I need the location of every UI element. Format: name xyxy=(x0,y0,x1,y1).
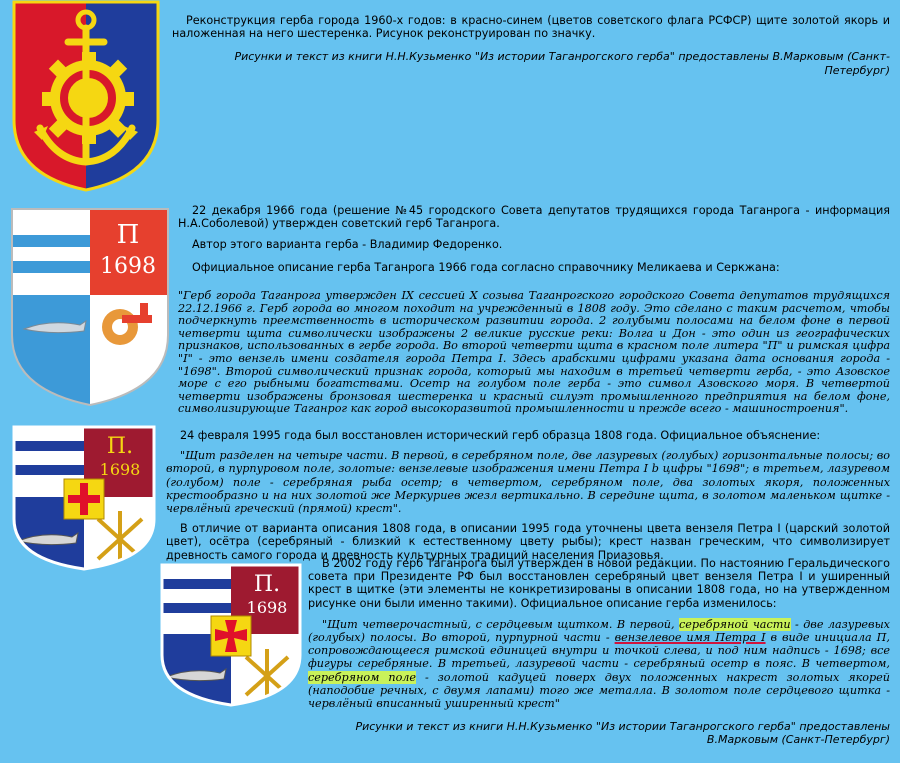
paragraph-1966-official: Официальное описание герба Таганрога 1966 года согласно справочнику Меликаева и Серкжана: xyxy=(192,260,780,274)
paragraph-1966-decision: 22 декабря 1966 года (решение №45 городского Совета депутатов трудящихся города Таганрога - информация Н.А.Соболевой) утвержден советский герб Таганрога. xyxy=(178,204,890,231)
monogram-1995: П. xyxy=(106,434,134,459)
coat-of-arms-1960s xyxy=(12,0,160,192)
paragraph-1966-author: Автор этого варианта герба - Владимир Федоренко. xyxy=(192,238,503,252)
quote-2002-part-a: "Щит четверочастный, с сердцевым щитком. В первой, xyxy=(322,617,680,631)
quote-2002-part-b: - две лазуревых (голубых) полосы. Во второй, пурпурной части - xyxy=(308,617,890,645)
paragraph-1960s: Реконструкция герба города 1960-х годов: в красно-синем (цветов советского флага РСФСР) щите золотой якорь и наложенная на него шестеренка. Рисунок реконструирован по значку. xyxy=(172,14,890,41)
quote-2002-part-d: - золотой кадуцей поверх двух положенных накрест золотых якорей (наподобие речных, с двумя лапами) того же металла. В золотом поле сердцевого щитка - червлёный вписанный уширенный крест" xyxy=(308,670,891,711)
paragraph-2002-intro: В 2002 году герб Таганрога был утвержден в новой редакции. По настоянию Геральдического совета при Президенте РФ был восстановлен серебряный цвет вензеля Петра I и уширенный крест в щитке (эти элементы не конкретизированы в описании 1808 года, но на утвержденном рисунке они были именно такими). Официальное описание герба изменилось: xyxy=(308,557,890,610)
section-1995 xyxy=(166,429,890,562)
paragraph-1995-diff: В отличие от варианта описания 1808 года, в описании 1995 года уточнены цвета вензеля Петра I (царский золотой цвет), осётра (серебряный - близкий к естественному цвету рыбы); крест назван греческим, что символизирует древность самого города и древность культурных традиций населения Приазовья. xyxy=(166,522,890,562)
quote-1995: "Щит разделен на четыре части. В первой, в серебряном поле, две лазуревых (голубых) горизонтальные полосы; во второй, в пурпуровом поле, золотые: вензелевые изображения имени Петра I b цифры "1698"; в третьем, лазуревом (голубом) поле - серебряная рыба осетр; в четвертом, серебряном поле, два золотых якоря, положенных крестообразно и на них золотой же Меркуриев жезл вертикально. В середине щита, в золотом маленьком щитке - червлёный греческий (прямой) крест". xyxy=(166,449,890,516)
source-credit: Рисунки и текст из книги Н.Н.Кузьменко "Из истории Таганрогского герба" предоставлены В.Марковым (Санкт-Петербург) xyxy=(234,50,890,77)
section-1966 xyxy=(178,204,890,274)
paragraph-1995-intro: 24 февраля 1995 года был восстановлен исторический герб образца 1808 года. Официальное объяснение: xyxy=(180,429,821,442)
year-1966: 1698 xyxy=(100,254,156,279)
quote-1966 xyxy=(10,290,890,416)
monogram-2002: П. xyxy=(253,572,281,597)
section-2002 xyxy=(308,557,890,747)
year-2002: 1698 xyxy=(246,598,288,617)
quote-1966-text: "Герб города Таганрога утвержден IX сессией X созыва Таганрогского городского Совета депутатов трудящихся 22.12.1966 г. Герб города во многом походит на учрежденный в 1808 году. Это сделано с таким расчетом, чтобы подчеркнуть преемственность в историческом развитии города. 2 голубыми полосами на белом фоне в первой четверти щита символически изображены 2 великие русские реки: Волга и Дон - это один из географических признаков, использованных в гербе города. Во второй четверти щита в красном поле литера "П" и римская цифра "I" - это вензель имени создателя города Петра I. Здесь арабскими цифрами указана дата основания города - "1698". Второй символический признак города, который мы находим в третьей четверти герба, - это Азовское море с его рыбными богатствами. Осетр на голубом поле герба - это символ Азовского моря. В четвертой четверти изображены бронзовая шестеренка и красный силуэт промышленного предприятия на белом фоне, символизирующие Таганрог как город высокоразвитой промышленности и прежде всего - машиностроения". xyxy=(178,289,890,416)
highlight-silver-field: серебряном поле xyxy=(308,670,417,684)
coat-of-arms-2002 xyxy=(158,561,304,707)
coat-of-arms-1995 xyxy=(10,423,158,571)
monogram-1966: П xyxy=(116,220,140,250)
source-credit-2: Рисунки и текст из книги Н.Н.Кузьменко "Из истории Таганрогского герба" предоставлены В.Марковым (Санкт-Петербург) xyxy=(355,720,890,747)
year-1995: 1698 xyxy=(99,460,141,479)
section-1960s xyxy=(172,14,890,77)
highlight-silver-part: серебряной части xyxy=(679,617,791,631)
quote-2002 xyxy=(308,618,890,710)
underlined-monogram-name: вензелевое имя Петра I xyxy=(614,631,766,645)
quote-2002-part-c: в виде инициала П, сопровождающееся римской единицей внутри и точкой слева, и под ним надпись - 1698; все фигуры серебряные. В третьей, лазуревой части - серебряный осетр в пояс. В четвертом, xyxy=(308,631,890,671)
